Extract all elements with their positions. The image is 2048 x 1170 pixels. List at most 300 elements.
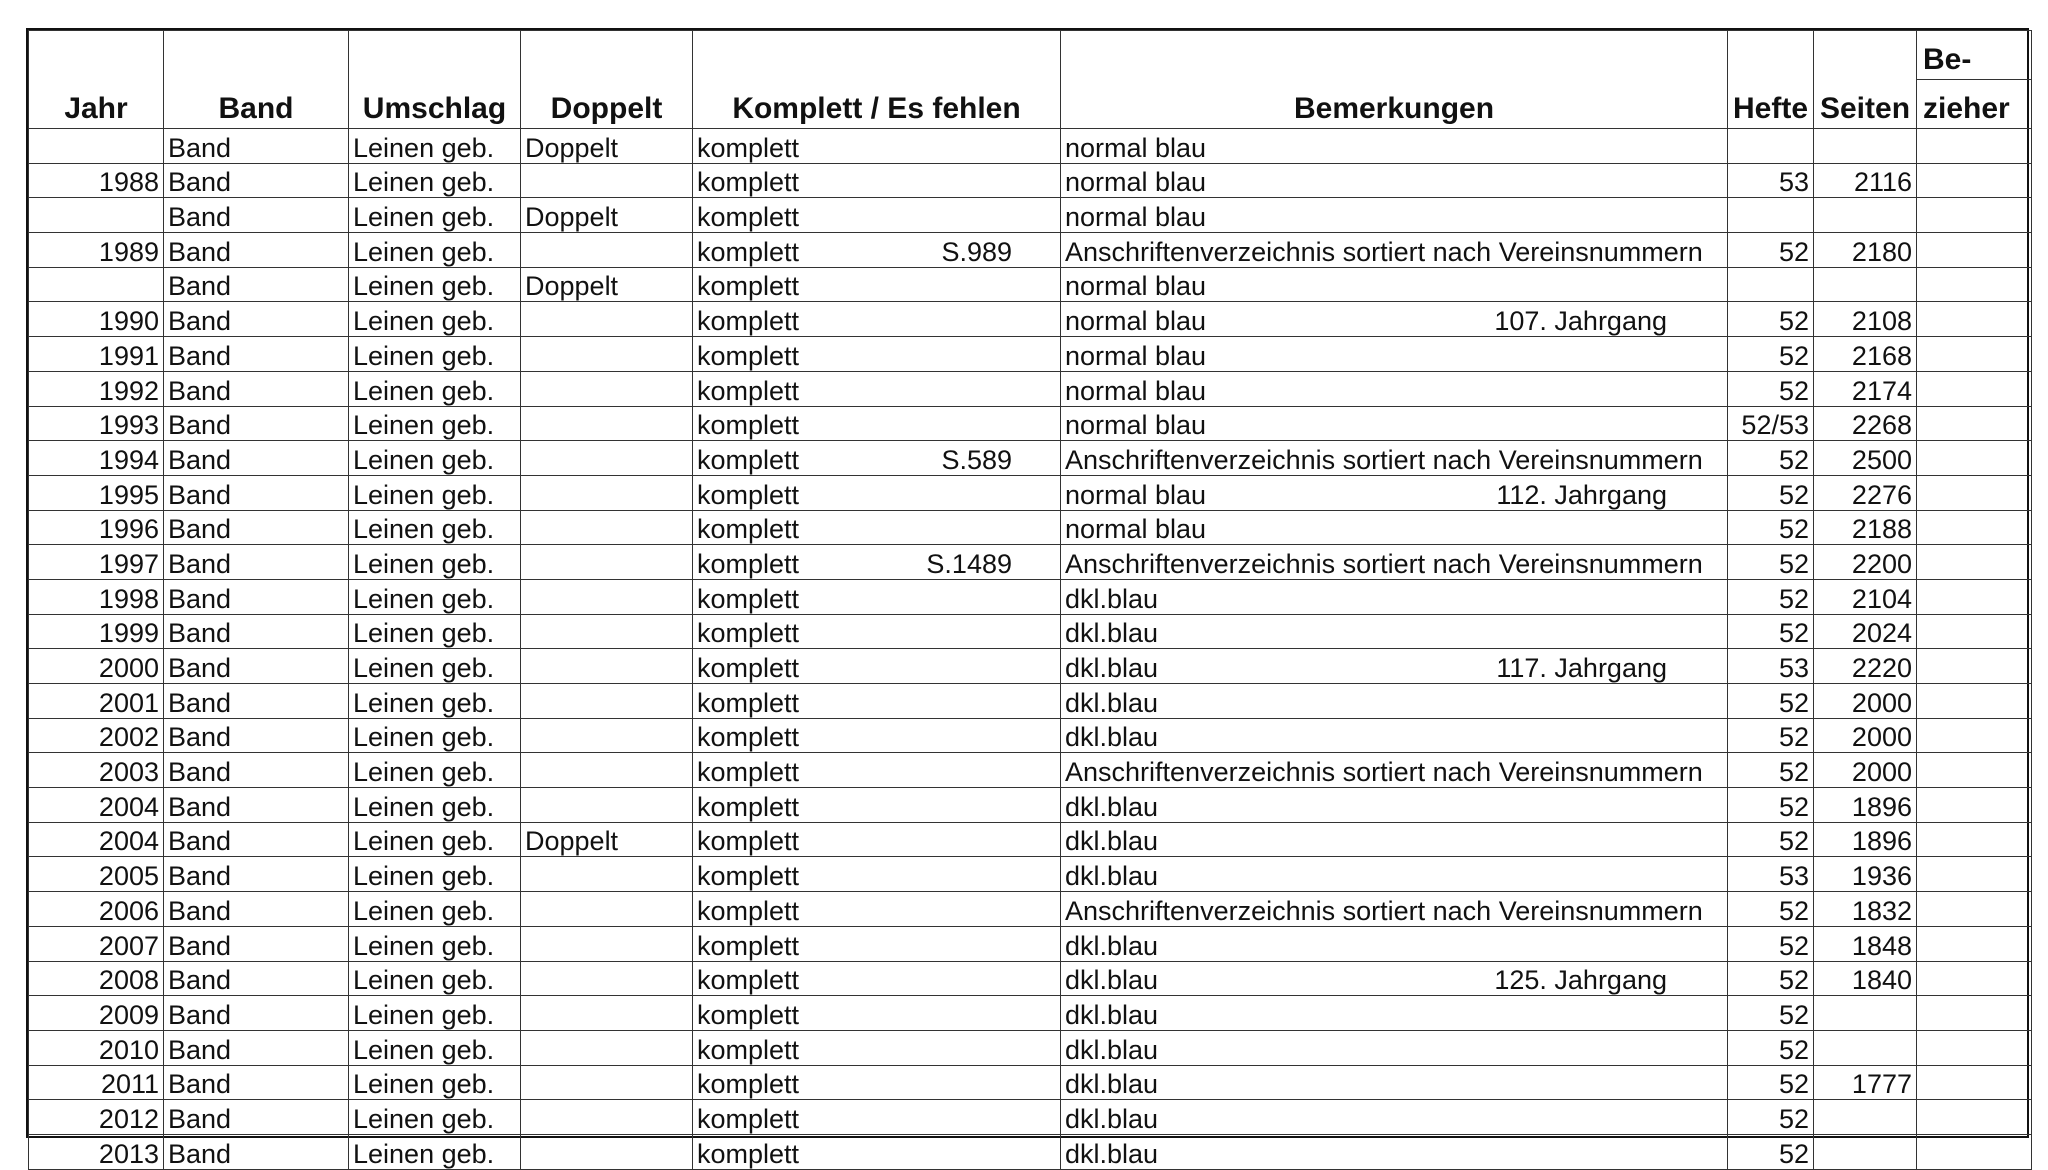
remark-text: Anschriftenverzeichnis sortiert nach Vereinsnummern xyxy=(1065,444,1703,475)
cell-bezieher xyxy=(1917,718,2032,753)
cell-umschlag: Leinen geb. xyxy=(349,1100,521,1135)
cell-jahr: 2010 xyxy=(29,1030,164,1065)
cell-seiten: 2268 xyxy=(1814,406,1917,441)
cell-umschlag: Leinen geb. xyxy=(349,198,521,233)
cell-doppelt xyxy=(521,1030,693,1065)
cell-bemerkungen xyxy=(1061,857,1728,892)
komplett-status: komplett xyxy=(697,271,800,302)
remark-text: dkl.blau xyxy=(1065,583,1159,614)
komplett-status: komplett xyxy=(697,826,800,857)
cell-umschlag: Leinen geb. xyxy=(349,822,521,857)
komplett-status: komplett xyxy=(697,965,800,996)
cell-hefte: 52 xyxy=(1728,233,1814,268)
cell-seiten: 2104 xyxy=(1814,579,1917,614)
cell-bezieher xyxy=(1917,371,2032,406)
cell-komplett xyxy=(693,892,1061,927)
komplett-status: komplett xyxy=(697,410,800,441)
header-row-top xyxy=(29,31,2032,80)
missing-page: S.1489 xyxy=(926,548,1012,579)
cell-hefte xyxy=(1728,198,1814,233)
cell-bezieher xyxy=(1917,1134,2032,1169)
cell-seiten: 2000 xyxy=(1814,684,1917,719)
remark-text: normal blau xyxy=(1065,514,1207,545)
cell-band: Band xyxy=(164,337,349,372)
cell-bemerkungen xyxy=(1061,337,1728,372)
table-row xyxy=(29,1100,2032,1135)
cell-band: Band xyxy=(164,788,349,823)
cell-komplett xyxy=(693,1065,1061,1100)
cell-komplett xyxy=(693,996,1061,1031)
cell-bemerkungen xyxy=(1061,579,1728,614)
cell-jahr: 2004 xyxy=(29,788,164,823)
cell-jahr: 1990 xyxy=(29,302,164,337)
spreadsheet-page xyxy=(26,28,2029,1169)
cell-komplett xyxy=(693,510,1061,545)
cell-seiten: 2108 xyxy=(1814,302,1917,337)
cell-komplett xyxy=(693,337,1061,372)
cell-jahr xyxy=(29,129,164,164)
header-jahr: Jahr xyxy=(29,80,164,129)
remark-text: normal blau xyxy=(1065,202,1207,233)
cell-doppelt xyxy=(521,579,693,614)
komplett-status: komplett xyxy=(697,340,800,371)
cell-seiten: 1896 xyxy=(1814,788,1917,823)
cell-seiten: 1936 xyxy=(1814,857,1917,892)
cell-bezieher xyxy=(1917,822,2032,857)
cell-jahr: 2005 xyxy=(29,857,164,892)
cell-bezieher xyxy=(1917,441,2032,476)
table-row xyxy=(29,267,2032,302)
cell-bezieher xyxy=(1917,614,2032,649)
komplett-status: komplett xyxy=(697,1069,800,1100)
cell-band: Band xyxy=(164,1100,349,1135)
cell-seiten: 2116 xyxy=(1814,163,1917,198)
cell-bemerkungen xyxy=(1061,684,1728,719)
cell-bemerkungen xyxy=(1061,996,1728,1031)
cell-bezieher xyxy=(1917,475,2032,510)
remark-text: normal blau xyxy=(1065,340,1207,371)
cell-bemerkungen xyxy=(1061,892,1728,927)
cell-bezieher xyxy=(1917,579,2032,614)
cell-hefte: 52 xyxy=(1728,718,1814,753)
cell-umschlag: Leinen geb. xyxy=(349,302,521,337)
cell-doppelt xyxy=(521,337,693,372)
cell-bezieher xyxy=(1917,961,2032,996)
cell-bezieher xyxy=(1917,233,2032,268)
cell-bezieher xyxy=(1917,302,2032,337)
cell-jahr: 2008 xyxy=(29,961,164,996)
remark-text: normal blau xyxy=(1065,306,1207,337)
cell-jahr: 2013 xyxy=(29,1134,164,1169)
cell-seiten: 2220 xyxy=(1814,649,1917,684)
cell-komplett xyxy=(693,441,1061,476)
cell-hefte: 52 xyxy=(1728,822,1814,857)
cell-bemerkungen xyxy=(1061,718,1728,753)
cell-jahr: 1992 xyxy=(29,371,164,406)
komplett-status: komplett xyxy=(697,999,800,1030)
cell-bemerkungen xyxy=(1061,163,1728,198)
table-row xyxy=(29,1030,2032,1065)
cell-doppelt xyxy=(521,996,693,1031)
jahrgang-note: 125. Jahrgang xyxy=(1494,965,1667,996)
cell-band: Band xyxy=(164,857,349,892)
table-row xyxy=(29,337,2032,372)
cell-doppelt xyxy=(521,545,693,580)
cell-bemerkungen xyxy=(1061,406,1728,441)
header-komplett: Komplett / Es fehlen xyxy=(693,80,1061,129)
table-row xyxy=(29,579,2032,614)
cell-band: Band xyxy=(164,649,349,684)
jahrgang-note: 112. Jahrgang xyxy=(1496,479,1667,510)
cell-umschlag: Leinen geb. xyxy=(349,510,521,545)
table-row xyxy=(29,510,2032,545)
cell-bezieher xyxy=(1917,406,2032,441)
remark-text: Anschriftenverzeichnis sortiert nach Vereinsnummern xyxy=(1065,757,1703,788)
cell-seiten: 2168 xyxy=(1814,337,1917,372)
cell-hefte: 52 xyxy=(1728,510,1814,545)
komplett-status: komplett xyxy=(697,514,800,545)
cell-bemerkungen xyxy=(1061,545,1728,580)
cell-hefte: 52 xyxy=(1728,996,1814,1031)
cell-bezieher xyxy=(1917,996,2032,1031)
cell-doppelt xyxy=(521,475,693,510)
cell-komplett xyxy=(693,163,1061,198)
cell-doppelt xyxy=(521,406,693,441)
cell-band: Band xyxy=(164,684,349,719)
cell-hefte: 52 xyxy=(1728,753,1814,788)
cell-bemerkungen xyxy=(1061,961,1728,996)
remark-text: Anschriftenverzeichnis sortiert nach Vereinsnummern xyxy=(1065,548,1703,579)
cell-umschlag: Leinen geb. xyxy=(349,684,521,719)
cell-bezieher xyxy=(1917,1100,2032,1135)
table-row xyxy=(29,614,2032,649)
cell-band: Band xyxy=(164,753,349,788)
komplett-status: komplett xyxy=(697,895,800,926)
cell-hefte: 52 xyxy=(1728,961,1814,996)
cell-komplett xyxy=(693,788,1061,823)
komplett-status: komplett xyxy=(697,791,800,822)
header-bemerkungen: Bemerkungen xyxy=(1061,80,1728,129)
table-row xyxy=(29,1134,2032,1169)
remark-text: dkl.blau xyxy=(1065,965,1159,996)
header-row xyxy=(29,80,2032,129)
table-row xyxy=(29,892,2032,927)
cell-band: Band xyxy=(164,926,349,961)
cell-bemerkungen xyxy=(1061,233,1728,268)
remark-text: normal blau xyxy=(1065,410,1207,441)
header-doppelt: Doppelt xyxy=(521,80,693,129)
table-row xyxy=(29,684,2032,719)
cell-hefte: 53 xyxy=(1728,857,1814,892)
table-row xyxy=(29,788,2032,823)
cell-seiten: 2200 xyxy=(1814,545,1917,580)
cell-band: Band xyxy=(164,510,349,545)
missing-page: S.989 xyxy=(941,236,1012,267)
cell-band: Band xyxy=(164,545,349,580)
cell-bezieher xyxy=(1917,337,2032,372)
komplett-status: komplett xyxy=(697,930,800,961)
cell-band: Band xyxy=(164,302,349,337)
cell-umschlag: Leinen geb. xyxy=(349,233,521,268)
cell-umschlag: Leinen geb. xyxy=(349,1134,521,1169)
cell-doppelt xyxy=(521,649,693,684)
komplett-status: komplett xyxy=(697,722,800,753)
cell-umschlag: Leinen geb. xyxy=(349,475,521,510)
cell-bemerkungen xyxy=(1061,267,1728,302)
cell-jahr: 2003 xyxy=(29,753,164,788)
cell-jahr: 1988 xyxy=(29,163,164,198)
cell-komplett xyxy=(693,1134,1061,1169)
komplett-status: komplett xyxy=(697,1103,800,1134)
cell-hefte xyxy=(1728,267,1814,302)
table-row xyxy=(29,545,2032,580)
cell-jahr: 2012 xyxy=(29,1100,164,1135)
cell-doppelt xyxy=(521,163,693,198)
cell-hefte: 52 xyxy=(1728,1030,1814,1065)
cell-komplett xyxy=(693,822,1061,857)
komplett-status: komplett xyxy=(697,861,800,892)
remark-text: dkl.blau xyxy=(1065,653,1159,683)
cell-doppelt: Doppelt xyxy=(521,129,693,164)
cell-jahr: 1989 xyxy=(29,233,164,268)
komplett-status: komplett xyxy=(697,375,800,406)
cell-doppelt xyxy=(521,510,693,545)
table-row xyxy=(29,1065,2032,1100)
cell-band: Band xyxy=(164,441,349,476)
cell-band: Band xyxy=(164,129,349,164)
cell-hefte: 52 xyxy=(1728,441,1814,476)
table-row xyxy=(29,649,2032,684)
cell-hefte: 52 xyxy=(1728,1100,1814,1135)
cell-komplett xyxy=(693,684,1061,719)
cell-jahr: 2006 xyxy=(29,892,164,927)
table-row xyxy=(29,406,2032,441)
cell-bemerkungen xyxy=(1061,614,1728,649)
cell-hefte: 52/53 xyxy=(1728,406,1814,441)
cell-hefte: 52 xyxy=(1728,579,1814,614)
cell-komplett xyxy=(693,233,1061,268)
cell-seiten xyxy=(1814,129,1917,164)
cell-hefte: 53 xyxy=(1728,163,1814,198)
volume-table xyxy=(28,30,2032,1170)
remark-text: dkl.blau xyxy=(1065,826,1159,857)
cell-doppelt xyxy=(521,1134,693,1169)
cell-komplett xyxy=(693,857,1061,892)
header-seiten: Seiten xyxy=(1814,80,1917,129)
jahrgang-note: 117. Jahrgang xyxy=(1496,653,1667,683)
cell-bemerkungen xyxy=(1061,753,1728,788)
cell-seiten xyxy=(1814,267,1917,302)
cell-band: Band xyxy=(164,822,349,857)
cell-jahr: 2011 xyxy=(29,1065,164,1100)
table-row xyxy=(29,475,2032,510)
cell-band: Band xyxy=(164,233,349,268)
header-hefte: Hefte xyxy=(1728,80,1814,129)
cell-komplett xyxy=(693,614,1061,649)
table-row xyxy=(29,371,2032,406)
cell-umschlag: Leinen geb. xyxy=(349,649,521,684)
cell-bezieher xyxy=(1917,267,2032,302)
table-row xyxy=(29,163,2032,198)
cell-umschlag: Leinen geb. xyxy=(349,406,521,441)
cell-band: Band xyxy=(164,996,349,1031)
cell-band: Band xyxy=(164,198,349,233)
remark-text: normal blau xyxy=(1065,479,1207,510)
jahrgang-note: 107. Jahrgang xyxy=(1494,306,1667,337)
cell-jahr xyxy=(29,267,164,302)
cell-bezieher xyxy=(1917,892,2032,927)
komplett-status: komplett xyxy=(697,132,800,163)
cell-jahr: 2000 xyxy=(29,649,164,684)
cell-bemerkungen xyxy=(1061,1134,1728,1169)
cell-hefte: 52 xyxy=(1728,614,1814,649)
table-row xyxy=(29,926,2032,961)
cell-seiten: 2024 xyxy=(1814,614,1917,649)
cell-hefte: 52 xyxy=(1728,684,1814,719)
remark-text: dkl.blau xyxy=(1065,722,1159,753)
cell-seiten: 2276 xyxy=(1814,475,1917,510)
cell-umschlag: Leinen geb. xyxy=(349,337,521,372)
table-row xyxy=(29,441,2032,476)
komplett-status: komplett xyxy=(697,1138,800,1169)
remark-text: dkl.blau xyxy=(1065,1069,1159,1100)
cell-komplett xyxy=(693,475,1061,510)
remark-text: normal blau xyxy=(1065,375,1207,406)
cell-bezieher xyxy=(1917,510,2032,545)
cell-umschlag: Leinen geb. xyxy=(349,1030,521,1065)
table-row xyxy=(29,129,2032,164)
cell-band: Band xyxy=(164,579,349,614)
cell-komplett xyxy=(693,1100,1061,1135)
cell-jahr: 1998 xyxy=(29,579,164,614)
cell-umschlag: Leinen geb. xyxy=(349,961,521,996)
cell-doppelt xyxy=(521,857,693,892)
remark-text: dkl.blau xyxy=(1065,861,1159,892)
cell-band: Band xyxy=(164,1134,349,1169)
cell-komplett xyxy=(693,961,1061,996)
cell-seiten xyxy=(1814,198,1917,233)
komplett-status: komplett xyxy=(697,548,800,579)
header-bezieher-line2: zieher xyxy=(1917,80,2032,129)
komplett-status: komplett xyxy=(697,1034,800,1065)
cell-hefte: 52 xyxy=(1728,545,1814,580)
cell-band: Band xyxy=(164,267,349,302)
cell-doppelt: Doppelt xyxy=(521,822,693,857)
remark-text: dkl.blau xyxy=(1065,1138,1159,1169)
cell-umschlag: Leinen geb. xyxy=(349,753,521,788)
cell-doppelt xyxy=(521,371,693,406)
komplett-status: komplett xyxy=(697,167,800,198)
cell-komplett xyxy=(693,926,1061,961)
remark-text: dkl.blau xyxy=(1065,618,1159,649)
cell-umschlag: Leinen geb. xyxy=(349,996,521,1031)
cell-seiten: 1848 xyxy=(1814,926,1917,961)
cell-bezieher xyxy=(1917,857,2032,892)
cell-band: Band xyxy=(164,1065,349,1100)
cell-doppelt xyxy=(521,684,693,719)
remark-text: Anschriftenverzeichnis sortiert nach Vereinsnummern xyxy=(1065,236,1703,267)
cell-bezieher xyxy=(1917,129,2032,164)
cell-komplett xyxy=(693,1030,1061,1065)
cell-umschlag: Leinen geb. xyxy=(349,579,521,614)
cell-seiten xyxy=(1814,1100,1917,1135)
cell-komplett xyxy=(693,267,1061,302)
cell-seiten xyxy=(1814,1134,1917,1169)
cell-bemerkungen xyxy=(1061,1065,1728,1100)
cell-band: Band xyxy=(164,961,349,996)
cell-jahr: 1995 xyxy=(29,475,164,510)
cell-hefte: 52 xyxy=(1728,1134,1814,1169)
cell-seiten: 1840 xyxy=(1814,961,1917,996)
cell-bemerkungen xyxy=(1061,371,1728,406)
cell-hefte: 52 xyxy=(1728,475,1814,510)
cell-doppelt xyxy=(521,892,693,927)
komplett-status: komplett xyxy=(697,687,800,718)
cell-bezieher xyxy=(1917,545,2032,580)
cell-jahr: 1999 xyxy=(29,614,164,649)
komplett-status: komplett xyxy=(697,583,800,614)
table-row xyxy=(29,857,2032,892)
cell-bemerkungen xyxy=(1061,788,1728,823)
cell-hefte: 52 xyxy=(1728,337,1814,372)
remark-text: dkl.blau xyxy=(1065,1103,1159,1134)
remark-text: normal blau xyxy=(1065,132,1207,163)
table-row xyxy=(29,961,2032,996)
cell-band: Band xyxy=(164,614,349,649)
cell-umschlag: Leinen geb. xyxy=(349,441,521,476)
cell-seiten: 2174 xyxy=(1814,371,1917,406)
cell-bemerkungen xyxy=(1061,926,1728,961)
cell-jahr: 1994 xyxy=(29,441,164,476)
cell-umschlag: Leinen geb. xyxy=(349,267,521,302)
cell-bemerkungen xyxy=(1061,822,1728,857)
cell-hefte: 52 xyxy=(1728,788,1814,823)
cell-bemerkungen xyxy=(1061,129,1728,164)
cell-band: Band xyxy=(164,1030,349,1065)
cell-hefte: 52 xyxy=(1728,302,1814,337)
cell-hefte: 52 xyxy=(1728,892,1814,927)
cell-seiten: 1896 xyxy=(1814,822,1917,857)
cell-jahr: 1991 xyxy=(29,337,164,372)
cell-seiten: 1832 xyxy=(1814,892,1917,927)
cell-komplett xyxy=(693,302,1061,337)
cell-doppelt xyxy=(521,788,693,823)
cell-band: Band xyxy=(164,475,349,510)
cell-hefte: 52 xyxy=(1728,1065,1814,1100)
cell-umschlag: Leinen geb. xyxy=(349,545,521,580)
cell-doppelt xyxy=(521,961,693,996)
cell-band: Band xyxy=(164,371,349,406)
remark-text: Anschriftenverzeichnis sortiert nach Vereinsnummern xyxy=(1065,895,1703,926)
remark-text: dkl.blau xyxy=(1065,791,1159,822)
cell-band: Band xyxy=(164,163,349,198)
cell-jahr: 2007 xyxy=(29,926,164,961)
cell-doppelt xyxy=(521,1100,693,1135)
cell-seiten: 2000 xyxy=(1814,753,1917,788)
cell-komplett xyxy=(693,129,1061,164)
cell-jahr: 1997 xyxy=(29,545,164,580)
cell-umschlag: Leinen geb. xyxy=(349,926,521,961)
cell-komplett xyxy=(693,753,1061,788)
table-row xyxy=(29,822,2032,857)
cell-umschlag: Leinen geb. xyxy=(349,614,521,649)
table-row xyxy=(29,996,2032,1031)
cell-doppelt: Doppelt xyxy=(521,267,693,302)
remark-text: dkl.blau xyxy=(1065,687,1159,718)
cell-bemerkungen xyxy=(1061,475,1728,510)
table-row xyxy=(29,302,2032,337)
komplett-status: komplett xyxy=(697,202,800,233)
